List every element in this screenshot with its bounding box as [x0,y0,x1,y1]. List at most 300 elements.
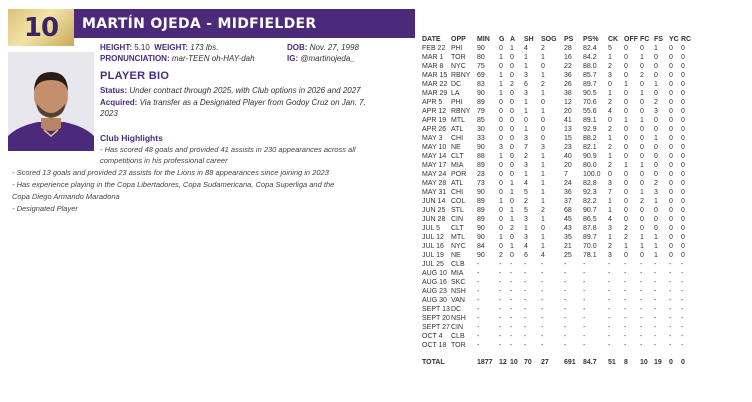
table-cell: 1 [499,90,503,97]
table-cell: 100.0 [583,171,601,178]
table-cell: 82.2 [583,198,597,205]
table-cell: 0 [524,117,528,124]
table-cell: 82.4 [583,45,597,52]
table-cell: - [477,315,480,322]
table-cell: COL [451,198,466,205]
table-cell: 0 [624,54,628,61]
table-cell: 89 [477,216,485,223]
table-cell: 0 [608,81,612,88]
table-cell: 4 [524,243,528,250]
table-cell: 1 [541,216,545,223]
column-header: CK [608,35,619,43]
table-cell: - [510,306,513,313]
table-cell: 2 [541,81,545,88]
table-cell: - [564,288,567,295]
table-cell: - [564,306,567,313]
table-cell: 1 [524,108,528,115]
table-cell: - [564,270,567,277]
table-cell: - [541,279,544,286]
game-log-table [422,34,691,367]
table-cell: - [583,270,586,277]
table-cell: - [583,306,586,313]
table-cell: 0 [510,171,514,178]
table-cell: 0 [510,198,514,205]
table-cell: - [541,297,544,304]
table-cell: 1 [499,54,503,61]
table-cell: APR 12 [422,108,447,115]
table-cell: 0 [510,90,514,97]
table-cell: 0 [541,117,545,124]
table-cell: - [583,261,586,268]
table-cell: NYC [451,63,466,70]
table-cell: 1 [524,225,528,232]
table-cell: 0 [640,126,644,133]
table-cell: - [640,297,643,304]
table-cell: - [681,306,684,313]
table-cell: 0 [510,252,514,259]
table-cell: - [681,315,684,322]
table-cell: 0 [510,108,514,115]
table-cell: MIA [451,162,464,169]
table-cell: 3 [541,144,545,151]
dob-line: DOB: Nov. 27, 1998 [287,43,359,52]
table-cell: - [564,324,567,331]
table-cell: 0 [654,63,658,70]
table-cell: 55.6 [583,108,597,115]
table-cell: 0 [654,162,658,169]
table-cell: 0 [608,117,612,124]
table-cell: 1 [541,171,545,178]
player-name-header: MARTÍN OJEDA - MIDFIELDER [74,9,415,38]
table-cell: 90.7 [583,207,597,214]
table-cell: 0 [510,144,514,151]
table-cell: VAN [451,297,465,304]
table-cell: JUL 16 [422,243,444,250]
table-cell: CLT [451,153,464,160]
table-cell: MAY 3 [422,135,443,142]
table-cell: MTL [451,117,465,124]
table-cell: 16 [564,54,572,61]
table-cell: - [583,297,586,304]
player-photo [8,52,94,151]
table-cell: - [524,306,527,313]
table-cell: MAR 29 [422,90,448,97]
table-cell: 1 [499,81,503,88]
column-header: OPP [451,35,466,43]
table-cell: NE [451,144,461,151]
table-row [422,278,691,287]
column-header: YC [669,35,679,43]
table-cell: JUL 5 [422,225,441,232]
table-cell: 41 [564,117,572,124]
table-cell: 0 [669,81,673,88]
table-cell: - [524,297,527,304]
table-row [422,287,691,296]
total-cell: 0 [669,359,673,366]
table-cell: - [583,333,586,340]
table-cell: SEPT 27 [422,324,450,331]
highlight-4: - Designated Player [12,204,78,213]
table-cell: 0 [510,162,514,169]
table-cell: 7 [524,144,528,151]
table-cell: 2 [499,252,503,259]
table-cell: 84.2 [583,54,597,61]
table-cell: 1 [524,171,528,178]
table-cell: 0 [640,99,644,106]
table-cell: 1 [640,234,644,241]
table-cell: 0 [681,99,685,106]
table-cell: OCT 4 [422,333,443,340]
table-cell: 0 [669,234,673,241]
table-cell: - [499,288,502,295]
column-header: RC [681,35,692,43]
table-cell: - [564,315,567,322]
table-cell: - [608,306,611,313]
table-cell: 0 [640,108,644,115]
table-cell: 1 [541,54,545,61]
table-row [422,143,691,152]
total-cell: 0 [681,359,685,366]
table-row [422,215,691,224]
table-cell: - [654,297,657,304]
table-cell: 1 [524,63,528,70]
table-cell: - [477,333,480,340]
table-row [422,188,691,197]
table-cell: 1 [541,162,545,169]
table-cell: 0 [669,189,673,196]
table-cell: - [499,342,502,349]
table-cell: - [669,306,672,313]
table-cell: 0 [681,189,685,196]
table-cell: - [477,297,480,304]
table-cell: 0 [669,135,673,142]
table-cell: - [640,270,643,277]
table-cell: MAR 22 [422,81,448,88]
table-cell: - [499,306,502,313]
table-row [422,197,691,206]
table-cell: - [524,279,527,286]
table-cell: - [541,324,544,331]
table-cell: 1 [510,45,514,52]
table-cell: 43 [564,225,572,232]
table-cell: DC [451,306,462,313]
table-cell: - [681,297,684,304]
total-cell: 51 [608,359,616,366]
table-cell: - [564,342,567,349]
table-cell: - [524,315,527,322]
table-cell: 0 [681,225,685,232]
table-cell: - [640,279,643,286]
table-cell: - [583,288,586,295]
table-cell: 70.0 [583,243,597,250]
table-cell: - [624,306,627,313]
table-cell: - [510,279,513,286]
table-cell: 85 [477,117,485,124]
table-cell: 2 [608,126,612,133]
table-cell: 87.8 [583,225,597,232]
table-cell: 0 [499,63,503,70]
table-cell: - [669,342,672,349]
table-cell: - [669,324,672,331]
table-cell: - [524,261,527,268]
highlight-1: - Has scored 48 goals and provided 41 assists in 230 appearances across all [100,145,356,154]
table-cell: 0 [681,45,685,52]
table-cell: 0 [640,63,644,70]
table-cell: 89 [477,198,485,205]
table-row [422,305,691,314]
table-cell: - [541,315,544,322]
table-cell: 0 [510,99,514,106]
table-cell: 0 [640,153,644,160]
table-cell: 1 [524,126,528,133]
table-cell: 2 [640,198,644,205]
table-cell: 1 [541,180,545,187]
table-cell: 1 [541,189,545,196]
table-cell: 1 [654,234,658,241]
table-cell: 0 [510,117,514,124]
table-cell: 33 [477,135,485,142]
table-cell: 2 [624,225,628,232]
table-row [422,44,691,53]
table-cell: 3 [608,225,612,232]
table-cell: - [654,315,657,322]
table-cell: 7 [564,171,568,178]
table-cell: NSH [451,288,466,295]
table-cell: - [640,333,643,340]
table-cell: - [510,261,513,268]
table-cell: NSH [451,315,466,322]
table-cell: - [669,261,672,268]
table-cell: 0 [669,45,673,52]
table-cell: 2 [608,162,612,169]
table-cell: 0 [681,90,685,97]
table-cell: 3 [499,144,503,151]
table-cell: - [624,261,627,268]
table-row [422,152,691,161]
table-cell: - [541,306,544,313]
table-cell: - [681,333,684,340]
jersey-number: 10 [23,12,59,43]
table-cell: 90 [477,144,485,151]
table-cell: 0 [624,126,628,133]
table-cell: 0 [669,90,673,97]
table-cell: 0 [499,45,503,52]
table-cell: 0 [669,63,673,70]
table-cell: - [541,270,544,277]
table-cell: 2 [510,225,514,232]
total-cell: 10 [510,359,518,366]
table-cell: - [564,279,567,286]
table-cell: 0 [654,72,658,79]
table-cell: 1 [640,54,644,61]
table-cell: - [510,288,513,295]
table-cell: 0 [669,243,673,250]
highlight-1-cont: competitions in his professional career [100,156,228,165]
table-cell: 0 [541,126,545,133]
table-cell: 0 [624,153,628,160]
table-row [422,242,691,251]
table-cell: 23 [477,171,485,178]
table-cell: 1 [624,81,628,88]
table-cell: - [510,270,513,277]
table-cell: 1 [608,90,612,97]
table-cell: 0 [499,216,503,223]
table-cell: - [624,342,627,349]
highlight-3-cont: Copa Diego Armando Maradona [12,192,120,201]
table-cell: MIA [451,270,464,277]
table-cell: - [624,270,627,277]
column-header: SH [524,35,534,43]
table-cell: 1 [608,153,612,160]
table-cell: 1 [510,207,514,214]
total-row [422,350,691,367]
table-cell: - [681,342,684,349]
table-cell: ATL [451,180,464,187]
column-header: OFF [624,35,638,43]
table-cell: 1 [510,243,514,250]
table-row [422,161,691,170]
table-row [422,134,691,143]
table-cell: 0 [499,126,503,133]
table-cell: 1 [510,189,514,196]
table-cell: 92.3 [583,189,597,196]
table-cell: CHI [451,135,464,142]
table-cell: 89 [477,162,485,169]
table-cell: 0 [681,72,685,79]
table-cell: 89 [477,207,485,214]
highlight-3: - Has experience playing in the Copa Libertadores, Copa Sudamericana, Copa Superliga and the [12,180,335,189]
table-cell: 4 [608,216,612,223]
table-cell: 1 [499,72,503,79]
table-cell: 0 [624,252,628,259]
table-cell: CIN [451,324,464,331]
table-cell: 0 [640,252,644,259]
table-cell: 5 [608,45,612,52]
table-cell: - [499,324,502,331]
table-cell: 90.5 [583,90,597,97]
table-header-row [422,34,691,44]
table-cell: 1 [541,72,545,79]
table-cell: - [524,342,527,349]
table-cell: 25 [564,252,572,259]
column-header: FC [640,35,650,43]
table-cell: 0 [669,198,673,205]
table-cell: 2 [524,153,528,160]
table-cell: - [681,324,684,331]
table-cell: 0 [681,234,685,241]
table-cell: 0 [681,153,685,160]
table-cell: - [654,324,657,331]
table-cell: - [564,297,567,304]
table-cell: 0 [669,162,673,169]
table-cell: CLB [451,261,465,268]
table-cell: 0 [681,243,685,250]
table-cell: 0 [624,144,628,151]
table-cell: 2 [541,207,545,214]
table-cell: 82.8 [583,180,597,187]
table-cell: 5 [524,189,528,196]
table-cell: - [624,315,627,322]
table-row [422,251,691,260]
table-cell: 0 [499,225,503,232]
table-cell: 0 [624,198,628,205]
table-cell: - [640,261,643,268]
table-cell: 89.7 [583,81,597,88]
total-cell: 10 [640,359,648,366]
table-cell: 4 [541,252,545,259]
table-cell: 37 [564,198,572,205]
table-cell: 1 [640,189,644,196]
table-cell: 20 [564,162,572,169]
total-cell: 84.7 [583,359,597,366]
table-cell: 4 [524,180,528,187]
table-cell: PHI [451,99,463,106]
table-cell: 3 [524,90,528,97]
table-cell: 1 [640,162,644,169]
table-cell: 1 [640,117,644,124]
table-cell: 0 [499,117,503,124]
table-cell: 3 [608,72,612,79]
table-cell: 1 [608,198,612,205]
column-header: A [510,35,516,43]
table-cell: 3 [608,180,612,187]
table-cell: - [583,324,586,331]
table-cell: 0 [499,180,503,187]
table-cell: - [510,297,513,304]
table-cell: AUG 23 [422,288,447,295]
table-cell: CLB [451,333,465,340]
table-cell: JUN 14 [422,198,446,205]
table-cell: - [654,270,657,277]
table-cell: - [640,324,643,331]
column-header: G [499,35,505,43]
table-cell: 0 [499,135,503,142]
table-cell: - [583,279,586,286]
table-cell: 0 [640,216,644,223]
table-cell: 0 [624,72,628,79]
total-cell: 19 [654,359,662,366]
table-cell: 2 [608,63,612,70]
table-cell: 20 [564,108,572,115]
table-cell: - [669,333,672,340]
table-cell: 0 [499,243,503,250]
table-cell: 1 [524,99,528,106]
table-cell: - [624,324,627,331]
table-cell: 6 [524,81,528,88]
table-cell: 26 [564,81,572,88]
table-cell: 0 [541,63,545,70]
table-cell: 0 [541,99,545,106]
table-cell: 0 [669,225,673,232]
table-cell: 0 [681,207,685,214]
table-cell: NYC [451,243,466,250]
table-cell: 82.1 [583,144,597,151]
table-cell: 92.9 [583,126,597,133]
table-cell: 0 [669,180,673,187]
table-cell: AUG 30 [422,297,447,304]
table-cell: 35 [564,234,572,241]
table-cell: 0 [669,216,673,223]
table-cell: 0 [640,135,644,142]
table-row [422,53,691,62]
table-cell: 0 [510,234,514,241]
table-cell: 0 [681,108,685,115]
table-cell: 70.6 [583,99,597,106]
table-cell: - [654,306,657,313]
table-row [422,341,691,350]
table-cell: 0 [681,162,685,169]
table-row [422,98,691,107]
